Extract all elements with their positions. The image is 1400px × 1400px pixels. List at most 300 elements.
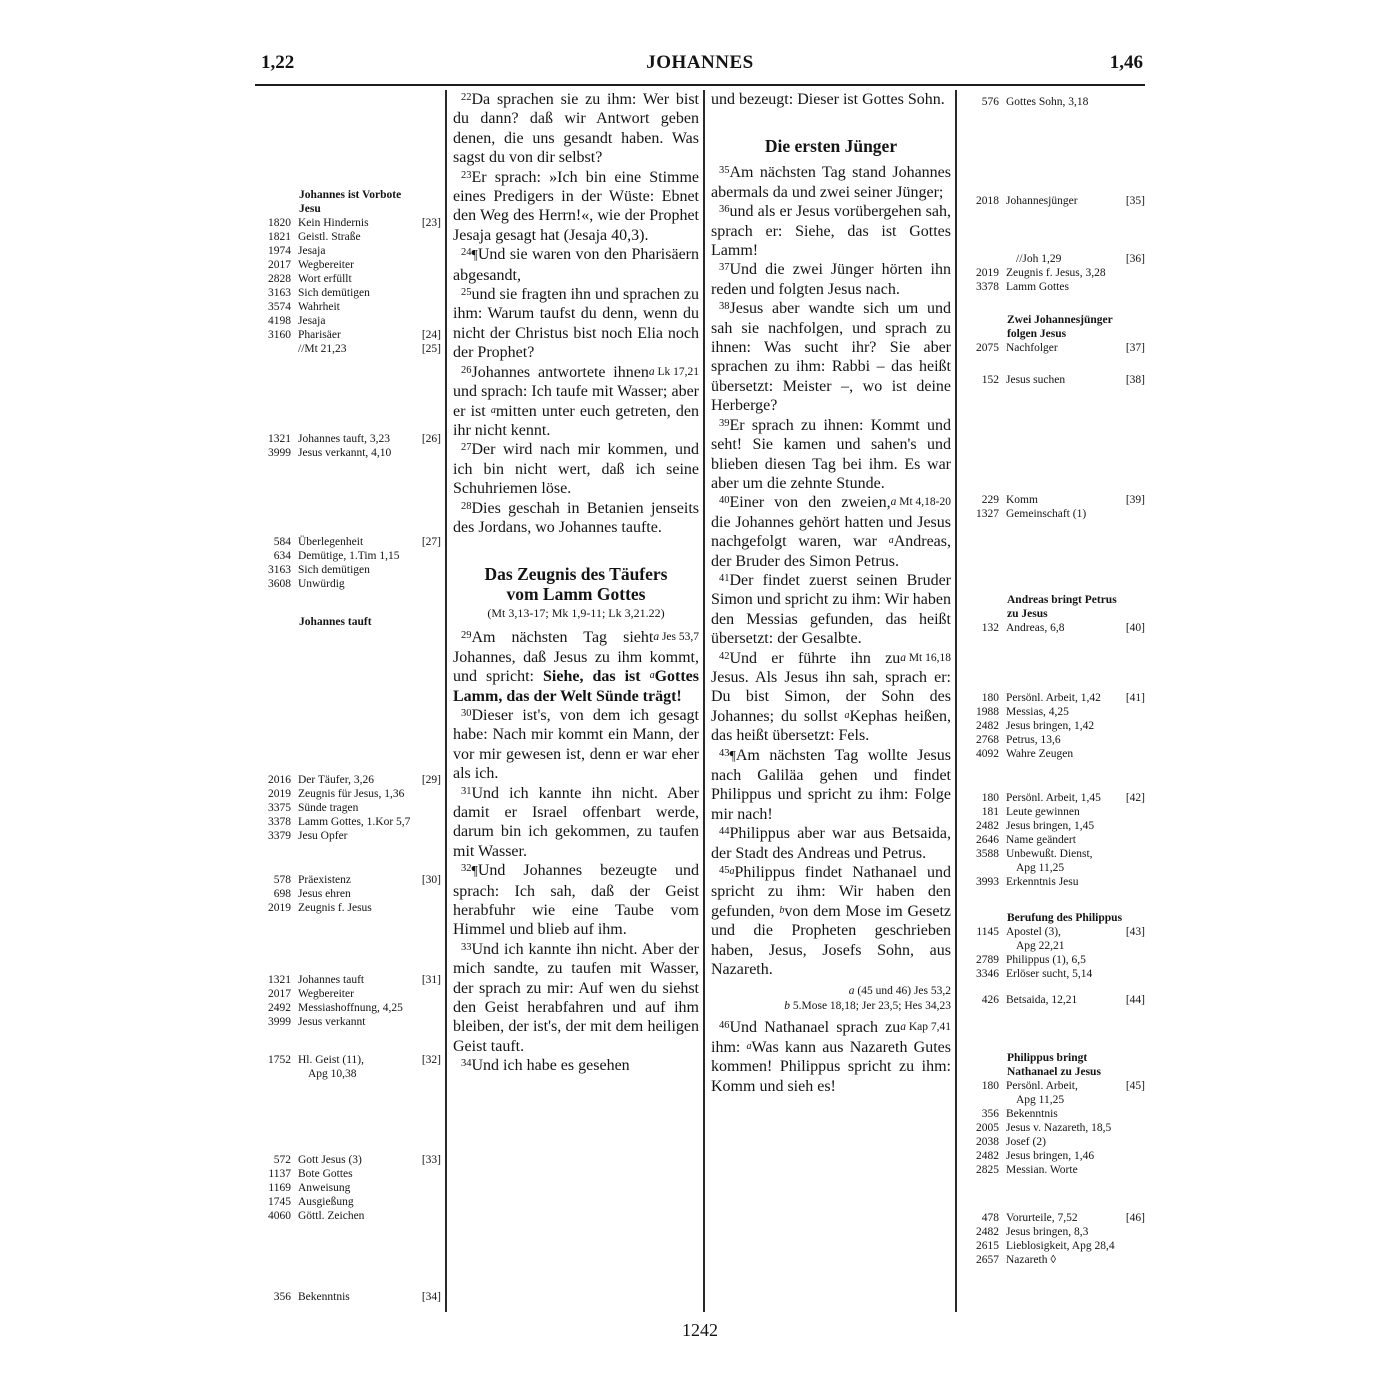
margin-entry-number	[255, 1067, 291, 1081]
margin-entry-verse-bracket: [45]	[1125, 1080, 1145, 1092]
margin-entry-verse-bracket	[1143, 1121, 1145, 1135]
margin-entry-number: 2075	[976, 342, 999, 354]
margin-entry-label: Jesus bringen, 8,3	[1006, 1226, 1089, 1238]
verse	[453, 90, 699, 168]
margin-entry-label: Jesus bringen, 1,45	[1006, 820, 1095, 832]
margin-group	[963, 791, 1145, 889]
margin-entry-verse-bracket: [46]	[1125, 1212, 1145, 1224]
margin-group	[963, 1211, 1145, 1267]
margin-entry-verse-bracket	[439, 230, 441, 244]
margin-entry	[255, 773, 441, 787]
margin-entry-verse-bracket: [38]	[1125, 374, 1145, 386]
margin-group	[255, 773, 441, 843]
margin-entry-number: 578	[273, 874, 291, 886]
text-run: Und ich kannte ihn nicht. Aber der mich sandte, zu taufen mit Wasser, der sprach zu mir: Auf wen du siehst den Geist herabfahren und auf ihm bleiben, der ist's, der mit dem heiligen Geist tauft.	[453, 940, 699, 1055]
margin-entry-number: 180	[981, 692, 999, 704]
margin-entry	[255, 987, 441, 1001]
cross-reference	[653, 628, 699, 647]
margin-entry	[255, 1290, 441, 1304]
text-run: Am nächsten Tag stand Johannes abermals da und zwei seiner Jünger;	[711, 164, 951, 201]
margin-entry-number: 2657	[976, 1254, 999, 1266]
margin-entry-number: 2482	[976, 1226, 999, 1238]
margin-entry-number: 576	[981, 96, 999, 108]
margin-heading-line: Jesu	[299, 203, 321, 215]
margin-entry	[963, 691, 1145, 705]
footnote-letter: a	[888, 535, 894, 547]
margin-entry	[255, 258, 441, 272]
margin-entry-label: Gemeinschaft (1)	[1006, 508, 1087, 520]
margin-entry-label: Persönl. Arbeit, 1,45	[1006, 792, 1101, 804]
margin-heading-line: Andreas bringt Petrus	[1007, 594, 1117, 606]
margin-entry-label: Jesaja	[298, 315, 326, 327]
margin-entry	[255, 1181, 441, 1195]
footnote-letter: b	[779, 904, 785, 916]
margin-entry-label: //Mt 21,23	[298, 343, 347, 355]
text-run: Er sprach: »Ich bin eine Stimme eines Predigers in der Wüste: Ebnet den Weg des Herrn!«, wie der Prophet Jesaja gesagt hat (Jesaja 40,3).	[453, 168, 699, 244]
footnote-letter: a	[490, 404, 496, 416]
margin-entry-label: Komm	[1006, 494, 1038, 506]
verse-number: 28	[461, 500, 472, 512]
margin-entry-label: Jesus bringen, 1,42	[1006, 720, 1095, 732]
cross-reference	[900, 649, 951, 668]
margin-entry	[963, 791, 1145, 805]
margin-entry-number: 2482	[976, 720, 999, 732]
margin-entry	[963, 1211, 1145, 1225]
margin-entry-number: 1745	[268, 1196, 291, 1208]
margin-entry	[255, 1001, 441, 1015]
margin-entry-verse-bracket	[439, 446, 441, 460]
margin-group	[255, 535, 441, 591]
margin-entry	[255, 432, 441, 446]
section-heading	[711, 136, 951, 156]
margin-entry	[963, 833, 1145, 847]
cross-reference-text: Mt 4,18-20	[896, 496, 951, 509]
margin-entry-verse-bracket: [43]	[1125, 926, 1145, 938]
page-number: 1242	[682, 1320, 718, 1340]
margin-entry	[963, 1225, 1145, 1239]
verse-number: 31	[461, 785, 472, 797]
margin-entry-verse-bracket	[1143, 861, 1145, 875]
margin-entry-label: Jesus v. Nazareth, 18,5	[1006, 1122, 1112, 1134]
verse	[711, 163, 951, 202]
margin-entry	[255, 549, 441, 563]
text-run: mitten unter euch getreten, den ihr nicht kennt.	[453, 402, 700, 439]
margin-entry	[255, 1167, 441, 1181]
text-run: Und Nathanael sprach zu ihm:	[711, 1019, 901, 1056]
verse	[453, 784, 699, 862]
text-run: Philippus aber war aus Betsaida, der Stadt des Andreas und Petrus.	[711, 825, 951, 862]
section-heading-line: Die ersten Jünger	[764, 136, 898, 157]
margin-entry-number	[255, 342, 291, 356]
margin-entry-number: 584	[273, 536, 291, 548]
margin-entry-verse-bracket	[1143, 875, 1145, 889]
margin-entry-verse-bracket: [27]	[421, 536, 441, 548]
margin-entry-label: Messian. Worte	[1006, 1164, 1078, 1176]
margin-entry-verse-bracket: [25]	[421, 343, 441, 355]
margin-entry-verse-bracket: [32]	[421, 1054, 441, 1066]
margin-entry-number: 2828	[268, 273, 291, 285]
column-divider	[445, 90, 447, 1312]
margin-entry-verse-bracket: [26]	[421, 433, 441, 445]
margin-entry-number: 634	[273, 550, 291, 562]
margin-entry-label: Sich demütigen	[298, 564, 370, 576]
footnote-line	[711, 984, 951, 999]
verse	[711, 493, 951, 571]
margin-entry	[255, 300, 441, 314]
text-run: Und sie waren von den Pharisäern abgesandt,	[453, 246, 699, 284]
margin-entry	[963, 1107, 1145, 1121]
margin-entry-number: 1145	[976, 926, 999, 938]
page-header	[255, 52, 1145, 78]
margin-entry-label: Nachfolger	[1006, 342, 1058, 354]
margin-entry-number: 2825	[976, 1164, 999, 1176]
margin-entry-number: 3993	[976, 876, 999, 888]
margin-entry	[255, 328, 441, 342]
verse	[711, 1018, 951, 1096]
margin-entry-label: Apg 22,21	[1016, 940, 1065, 952]
margin-entry-label: Sünde tragen	[298, 802, 359, 814]
margin-entry-verse-bracket	[1143, 847, 1145, 861]
margin-entry-number: 2492	[268, 1002, 291, 1014]
margin-group	[963, 373, 1145, 387]
margin-entry-number: 2789	[976, 954, 999, 966]
margin-entry	[255, 230, 441, 244]
text-run: Dieser ist's, von dem ich gesagt habe: Nach mir kommt ein Mann, der vor mir gewesen ist, denn er war eher als ich.	[453, 706, 699, 783]
header-right-verse-ref: 1,46	[1109, 52, 1143, 73]
margin-entry-verse-bracket	[1143, 805, 1145, 819]
margin-entry-number: 2768	[976, 734, 999, 746]
margin-entry-verse-bracket	[439, 1195, 441, 1209]
footnote-text: 5.Mose 18,18; Jer 23,5; Hes 34,23	[790, 1000, 951, 1013]
margin-entry-number: 1321	[268, 974, 291, 986]
margin-group	[963, 593, 1145, 635]
margin-entry-label: Lamm Gottes, 1.Kor 5,7	[298, 816, 411, 828]
margin-entry-label: Vorurteile, 7,52	[1006, 1212, 1078, 1224]
margin-group	[963, 911, 1145, 981]
margin-heading-line: Johannes tauft	[299, 616, 372, 628]
margin-entry	[963, 967, 1145, 981]
margin-entry	[963, 621, 1145, 635]
margin-entry	[963, 939, 1145, 953]
margin-entry-label: Johannesjünger	[1006, 195, 1078, 207]
margin-group	[255, 1153, 441, 1223]
pilcrow-mark: ¶	[729, 748, 736, 764]
margin-entry-verse-bracket	[439, 1001, 441, 1015]
margin-entry	[963, 847, 1145, 861]
left-reference-margin	[255, 90, 441, 1315]
margin-entry-verse-bracket	[1143, 833, 1145, 847]
header-book-title: JOHANNES	[646, 52, 754, 73]
verse-number: 37	[719, 262, 730, 274]
verse-number: 22	[461, 92, 472, 103]
verse	[453, 363, 699, 441]
margin-entry-verse-bracket	[1143, 507, 1145, 521]
margin-entry-label: Erlöser sucht, 5,14	[1006, 968, 1093, 980]
margin-entry-number: 1321	[268, 433, 291, 445]
margin-entry-number: 3999	[268, 1016, 291, 1028]
footnote-block	[711, 984, 951, 1014]
margin-entry-number: 2005	[976, 1122, 999, 1134]
margin-entry	[255, 801, 441, 815]
margin-entry-label: Jesus ehren	[298, 888, 351, 900]
margin-entry-verse-bracket	[1143, 95, 1145, 109]
margin-entry	[255, 563, 441, 577]
margin-entry-number: 3574	[268, 301, 291, 313]
margin-entry	[255, 577, 441, 591]
margin-entry	[255, 887, 441, 901]
text-run: Gottes Lamm, das der Welt Sünde trägt!	[453, 668, 699, 705]
section-heading	[453, 564, 699, 621]
margin-heading	[255, 188, 441, 216]
margin-group	[963, 194, 1145, 208]
verse	[711, 260, 951, 299]
margin-heading	[963, 593, 1145, 621]
margin-entry-label: Jesus bringen, 1,46	[1006, 1150, 1095, 1162]
margin-entry	[963, 1079, 1145, 1093]
margin-entry-verse-bracket	[439, 801, 441, 815]
margin-heading-line: Nathanael zu Jesus	[1007, 1066, 1101, 1078]
verse-number: 45	[719, 865, 730, 877]
margin-entry	[255, 314, 441, 328]
margin-entry-verse-bracket	[439, 815, 441, 829]
margin-entry-label: Andreas, 6,8	[1006, 622, 1065, 634]
verse-number: 46	[719, 1020, 730, 1032]
margin-entry	[255, 815, 441, 829]
margin-entry-label: Philippus (1), 6,5	[1006, 954, 1086, 966]
cross-reference-sig: a	[653, 631, 660, 644]
margin-group	[963, 95, 1145, 109]
verse	[711, 824, 951, 863]
margin-entry	[255, 973, 441, 987]
margin-entry-number: 4198	[268, 315, 291, 327]
column-divider	[955, 90, 957, 1312]
text-run: und bezeugt: Dieser ist Gottes Sohn.	[711, 91, 945, 108]
margin-entry-verse-bracket: [35]	[1125, 195, 1145, 207]
margin-entry-number: 3160	[268, 329, 291, 341]
margin-entry-label: Wort erfüllt	[298, 273, 352, 285]
margin-entry-label: Wegbereiter	[298, 259, 354, 271]
margin-entry-number: 1752	[268, 1054, 291, 1066]
margin-entry-label: Anweisung	[298, 1182, 351, 1194]
margin-entry-verse-bracket	[439, 300, 441, 314]
margin-heading-line: Berufung des Philippus	[1007, 912, 1123, 924]
text-run: Dies geschah in Betanien jenseits des Jordans, wo Johannes taufte.	[453, 499, 699, 536]
text-run: Und die zwei Jünger hörten ihn reden und folgten Jesus nach.	[711, 261, 951, 298]
verse	[453, 1056, 699, 1075]
margin-entry-label: Jesu Opfer	[298, 830, 348, 842]
margin-entry-number: 3163	[268, 287, 291, 299]
margin-heading	[963, 911, 1145, 925]
margin-entry-verse-bracket	[1143, 1149, 1145, 1163]
verse	[453, 168, 699, 246]
footnote-line	[711, 999, 951, 1014]
margin-entry-verse-bracket	[439, 549, 441, 563]
text-run: Er sprach zu ihnen: Kommt und seht! Sie kamen und sahen's und blieben diesen Tag bei ihm. Es war aber um die zehnte Stunde.	[711, 416, 951, 492]
margin-entry-label: Jesus verkannt, 4,10	[298, 447, 392, 459]
margin-entry-verse-bracket	[1143, 1163, 1145, 1177]
margin-entry	[255, 1067, 441, 1081]
margin-entry-verse-bracket	[439, 1015, 441, 1029]
verse	[711, 571, 951, 649]
margin-entry	[963, 493, 1145, 507]
margin-entry-number: 572	[273, 1154, 291, 1166]
cross-reference-sig: a	[900, 651, 906, 664]
margin-entry	[963, 953, 1145, 967]
verse	[711, 299, 951, 415]
margin-entry-verse-bracket: [34]	[421, 1291, 441, 1303]
margin-entry-verse-bracket	[439, 286, 441, 300]
verse-number: 44	[719, 826, 730, 838]
column-divider	[703, 90, 705, 1312]
margin-entry-label: Göttl. Zeichen	[298, 1210, 365, 1222]
margin-entry-verse-bracket	[1143, 939, 1145, 953]
margin-entry-number	[963, 939, 999, 953]
margin-entry-label: Apg 11,25	[1016, 862, 1065, 874]
margin-entry	[963, 747, 1145, 761]
margin-entry-verse-bracket: [29]	[421, 774, 441, 786]
margin-entry	[963, 1093, 1145, 1107]
margin-entry-label: Wahrheit	[298, 301, 340, 313]
margin-entry-label: Bekenntnis	[1006, 1108, 1058, 1120]
margin-entry-number: 2019	[268, 788, 291, 800]
margin-entry-verse-bracket	[1143, 1107, 1145, 1121]
cross-reference	[900, 1018, 951, 1037]
margin-entry	[255, 1153, 441, 1167]
verse-number: 25	[461, 287, 472, 299]
margin-entry	[963, 733, 1145, 747]
text-run: Einer von den zweien, die Johannes gehört hatten und Jesus nachgefolgt waren, war	[711, 494, 951, 551]
margin-entry-label: Wegbereiter	[298, 988, 354, 1000]
margin-group	[255, 1053, 441, 1081]
verse-number: 34	[461, 1058, 472, 1070]
margin-entry-label: Jesus verkannt	[298, 1016, 366, 1028]
text-run: und sie fragten ihn und sprachen zu ihm: Warum taufst du denn, wenn du nicht der Christus bist noch Elia noch der Prophet?	[453, 286, 699, 362]
margin-entry-number: 3378	[268, 816, 291, 828]
margin-entry-number: 2017	[268, 259, 291, 271]
margin-entry	[963, 875, 1145, 889]
verse-number: 26	[461, 364, 472, 376]
verse	[453, 499, 699, 538]
margin-entry-label: Persönl. Arbeit,	[1006, 1080, 1078, 1092]
text-run: Andreas, der Bruder des Simon Petrus.	[711, 533, 951, 570]
cross-reference-text: Lk 17,21	[654, 365, 699, 378]
margin-entry-verse-bracket: [30]	[421, 874, 441, 886]
margin-heading	[255, 615, 441, 629]
margin-entry-number	[963, 1093, 999, 1107]
margin-entry-number: 3163	[268, 564, 291, 576]
margin-group	[255, 615, 441, 629]
text-run: Siehe, das ist	[543, 668, 650, 686]
margin-entry-verse-bracket	[439, 244, 441, 258]
section-heading-line: vom Lamm Gottes	[506, 584, 646, 605]
verse-number: 35	[719, 165, 730, 177]
margin-entry	[963, 1163, 1145, 1177]
margin-group	[963, 993, 1145, 1007]
margin-group	[255, 188, 441, 356]
margin-entry-number: 4092	[976, 748, 999, 760]
margin-entry-verse-bracket: [40]	[1125, 622, 1145, 634]
margin-entry-verse-bracket: [33]	[421, 1154, 441, 1166]
margin-entry	[963, 925, 1145, 939]
margin-entry-label: Geistl. Straße	[298, 231, 361, 243]
verse-number: 32	[461, 863, 472, 875]
margin-entry	[963, 719, 1145, 733]
margin-entry-label: Pharisäer	[298, 329, 341, 341]
margin-entry-label: Gottes Sohn, 3,18	[1006, 96, 1089, 108]
text-run: von dem Mose im Gesetz und die Propheten geschrieben haben, Jesus, Josefs Sohn, aus Nazareth.	[711, 902, 952, 979]
margin-entry-number: 356	[981, 1108, 999, 1120]
verse-number: 33	[461, 941, 472, 953]
margin-entry-verse-bracket	[1143, 719, 1145, 733]
margin-entry-verse-bracket: [39]	[1125, 494, 1145, 506]
margin-entry-label: Präexistenz	[298, 874, 352, 886]
verse	[453, 628, 699, 706]
margin-entry-label: Jesus suchen	[1006, 374, 1066, 386]
margin-entry-number: 1821	[268, 231, 291, 243]
margin-entry-verse-bracket	[439, 563, 441, 577]
margin-entry-verse-bracket	[1143, 705, 1145, 719]
verse	[453, 245, 699, 285]
margin-entry	[963, 705, 1145, 719]
margin-entry-label: Messiashoffnung, 4,25	[298, 1002, 403, 1014]
margin-entry-number: 3375	[268, 802, 291, 814]
margin-group	[255, 873, 441, 915]
margin-entry	[255, 286, 441, 300]
margin-entry-verse-bracket: [37]	[1125, 342, 1145, 354]
text-run: Johannes antwortete ihnen und sprach: Ich taufe mit Wasser; aber er ist	[453, 363, 699, 420]
text-run: Am nächsten Tag wollte Jesus nach Galiläa gehen und findet Philippus und spricht zu ihm: Folge mir nach!	[711, 746, 951, 823]
margin-entry-number: 3608	[268, 578, 291, 590]
margin-entry	[963, 861, 1145, 875]
margin-group	[963, 493, 1145, 521]
margin-entry	[255, 446, 441, 460]
text-run: Und ich habe es gesehen	[471, 1057, 630, 1075]
footnote-sig: b	[784, 1000, 790, 1013]
verse	[711, 416, 951, 494]
margin-entry-label: Hl. Geist (11),	[298, 1054, 365, 1066]
margin-entry-verse-bracket	[439, 787, 441, 801]
margin-entry	[255, 787, 441, 801]
margin-entry-label: Josef (2)	[1006, 1136, 1046, 1148]
margin-heading	[963, 1051, 1145, 1079]
margin-entry	[255, 1015, 441, 1029]
margin-entry-label: Ausgießung	[298, 1196, 354, 1208]
verse-number: 23	[461, 169, 472, 181]
margin-heading-line: Johannes ist Vorbote	[299, 189, 402, 201]
margin-entry-verse-bracket: [31]	[421, 974, 441, 986]
margin-entry-label: Zeugnis f. Jesus, 3,28	[1006, 267, 1106, 279]
verse-number: 43	[719, 747, 730, 759]
pilcrow-mark: ¶	[471, 248, 478, 264]
verse	[453, 940, 699, 1056]
margin-entry-number: 1327	[976, 508, 999, 520]
margin-entry-label: Bote Gottes	[298, 1168, 353, 1180]
margin-entry-label: Apg 11,25	[1016, 1094, 1065, 1106]
margin-entry-verse-bracket	[1143, 1239, 1145, 1253]
margin-group	[255, 1290, 441, 1304]
text-run: Und er führte ihn zu Jesus. Als Jesus ihn sah, sprach er: Du bist Simon, der Sohn des Johannes; du sollst	[711, 649, 951, 725]
text-run: Da sprachen sie zu ihm: Wer bist du dann? daß wir Antwort geben denen, die uns gesandt haben. Was sagst du von dir selbst?	[453, 91, 699, 167]
margin-entry-number: 2016	[268, 774, 291, 786]
verse-continuation	[711, 90, 951, 109]
margin-entry-label: Unbewußt. Dienst,	[1006, 848, 1093, 860]
verse	[453, 285, 699, 363]
margin-group	[255, 432, 441, 460]
margin-entry-number: 1974	[268, 245, 291, 257]
verse-number: 29	[461, 630, 472, 642]
margin-entry-label: Erkenntnis Jesu	[1006, 876, 1079, 888]
margin-entry-label: Betsaida, 12,21	[1006, 994, 1078, 1006]
